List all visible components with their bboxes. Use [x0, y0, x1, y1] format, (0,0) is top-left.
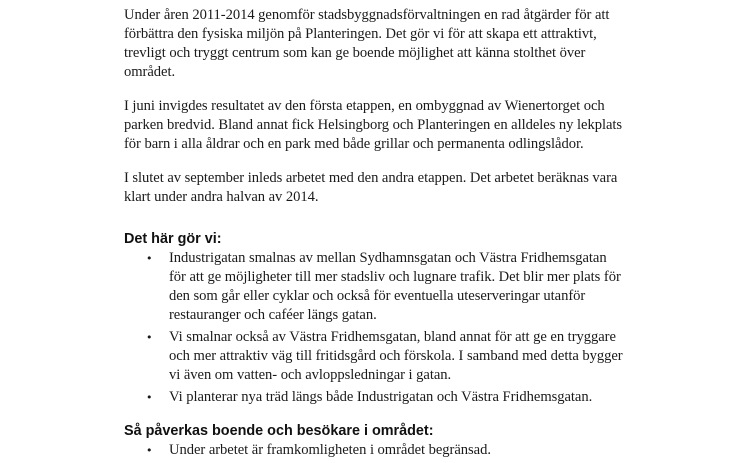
section-heading-impact: Så påverkas boende och besökare i området: — [124, 423, 434, 439]
list-item — [124, 388, 624, 407]
intro-paragraph: Under åren 2011-2014 genomför stadsbyggnadsförvaltningen en rad åtgärder för att förbättra den fysiska miljön på Planteringen. Det gör vi för att skapa ett attraktivt, trevligt och tryggt centrum som kan ge boende möjlighet att känna stolthet över området. — [124, 7, 610, 80]
bullet-icon: • — [146, 252, 153, 265]
impact-list — [124, 441, 624, 460]
document-page — [124, 6, 624, 463]
bullet-icon: • — [146, 444, 153, 457]
second-stage-paragraph: I slutet av september inleds arbetet med den andra etappen. Det arbetet beräknas vara klart under andra halvan av 2014. — [124, 170, 618, 205]
list-item — [124, 328, 624, 385]
first-stage-paragraph: I juni invigdes resultatet av den första etappen, en ombyggnad av Wienertorget och parken bredvid. Bland annat fick Helsingborg och Planteringen en alldeles ny lekplats för barn i alla åldrar och en park med både grillar och permanenta odlingslådor. — [124, 98, 623, 152]
bullet-icon: • — [146, 391, 153, 404]
list-item-text: Vi smalnar också av Västra Fridhemsgatan, bland annat för att ge en tryggare och mer attraktiv väg till fritidsgård och förskola. I samband med detta bygger vi även om vatten- och avloppsledningar i gatan. — [169, 329, 623, 383]
bullet-icon: • — [146, 331, 153, 344]
section-heading-what-we-do: Det här gör vi: — [124, 231, 222, 247]
list-item — [124, 249, 624, 325]
list-item-text: Under arbetet är framkomligheten i området begränsad. — [169, 442, 491, 458]
list-item-text: Vi planterar nya träd längs både Industrigatan och Västra Fridhemsgatan. — [169, 389, 593, 405]
list-item-text: Industrigatan smalnas av mellan Sydhamnsgatan och Västra Fridhemsgatan för att ge möjligheter till mer stadsliv och lugnare trafik. Det blir mer plats för den som går eller cyklar och också för eventuella uteserveringar utanför restauranger och caféer längs gatan. — [169, 250, 621, 323]
what-we-do-list — [124, 249, 624, 407]
list-item — [124, 441, 624, 460]
